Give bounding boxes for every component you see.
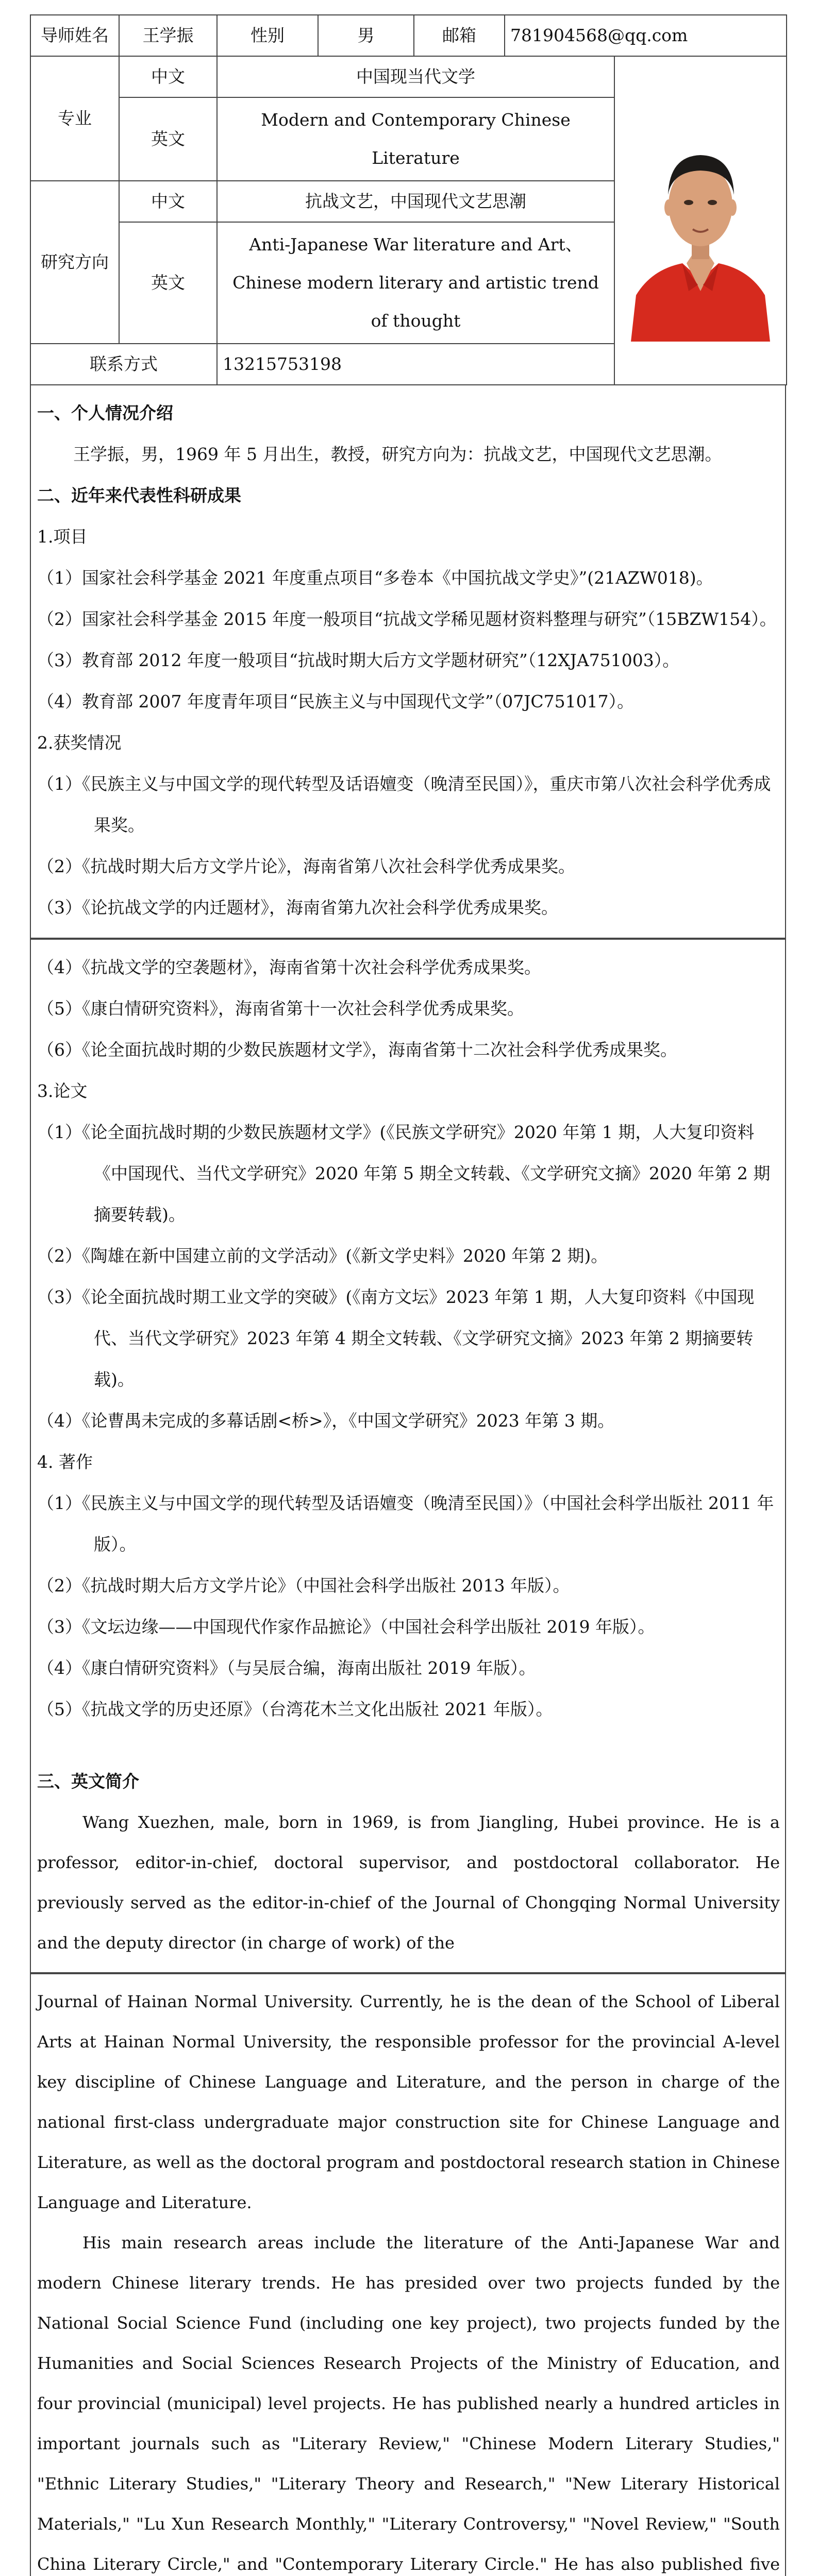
english-bio-part2: Journal of Hainan Normal University. Currently, he is the dean of the School of Liberal Arts at Hainan Normal University, the responsible professor for the provincial A-level key discipline of Chinese Language and Literature, and the person in charge of the national first-class undergraduate major construction site for Chinese Language and Literature, as well as the doctoral program and postdoctoral research station in Chinese Language and Literature. — [37, 1992, 780, 2212]
personal-intro-text: 王学振，男，1969 年 5 月出生，教授，研究方向为：抗战文艺，中国现代文艺思潮。 — [73, 444, 722, 464]
label-research-cn: 中文 — [119, 181, 217, 222]
project-item: （4）教育部 2007 年度青年项目“民族主义与中国现代文学”（07JC751017）。 — [37, 691, 635, 711]
award-item: （3）《论抗战文学的内迁题材》，海南省第九次社会科学优秀成果奖。 — [37, 897, 558, 918]
spacer — [37, 1730, 780, 1761]
portrait-image — [621, 99, 780, 342]
cv-page — [30, 14, 786, 2576]
label-research: 研究方向 — [30, 181, 119, 344]
label-major-en: 英文 — [119, 97, 217, 181]
section-block-1 — [30, 385, 786, 939]
awards-title: 2.获奖情况 — [37, 733, 122, 753]
award-item: （2）《抗战时期大后方文学片论》，海南省第八次社会科学优秀成果奖。 — [37, 856, 575, 876]
paper-item: （2）《陶雄在新中国建立前的文学活动》(《新文学史料》2020 年第 2 期)。 — [37, 1246, 608, 1266]
email-value: 781904568@qq.com — [505, 15, 787, 56]
major-cn-value: 中国现当代文学 — [217, 56, 614, 97]
contact-value: 13215753198 — [217, 344, 614, 385]
award-item: （4）《抗战文学的空袭题材》，海南省第十次社会科学优秀成果奖。 — [37, 957, 541, 977]
award-item: （5）《康白情研究资料》，海南省第十一次社会科学优秀成果奖。 — [37, 998, 524, 1019]
english-bio-part1: Wang Xuezhen, male, born in 1969, is from Jiangling, Hubei province. He is a professor, editor-in-chief, doctoral supervisor, and postdoctoral collaborator. He previously served as the editor-in-chief of the Journal of Chongqing Normal University and the deputy director (in charge of work) of the — [37, 1812, 780, 1953]
portrait-photo — [621, 99, 780, 342]
research-en-value: Anti-Japanese War literature and Art、Chinese modern literary and artistic trend of thought — [217, 222, 614, 344]
papers-title: 3.论文 — [37, 1081, 88, 1101]
label-major: 专业 — [30, 56, 119, 181]
book-item: （3）《文坛边缘——中国现代作家作品摭论》（中国社会科学出版社 2019 年版）。 — [37, 1617, 655, 1637]
label-name: 导师姓名 — [30, 15, 119, 56]
project-item: （2）国家社会科学基金 2015 年度一般项目“抗战文学稀见题材资料整理与研究”（15BZW154）。 — [37, 609, 777, 629]
label-research-en: 英文 — [119, 222, 217, 344]
label-gender: 性别 — [217, 15, 318, 56]
section-title-personal: 一、个人情况介绍 — [37, 403, 173, 423]
research-cn-value: 抗战文艺，中国现代文艺思潮 — [217, 181, 614, 222]
award-item: （1）《民族主义与中国文学的现代转型及话语嬗变（晚清至民国）》，重庆市第八次社会科学优秀成果奖。 — [37, 774, 771, 835]
book-item: （1）《民族主义与中国文学的现代转型及话语嬗变（晚清至民国）》（中国社会科学出版社 2011 年版）。 — [37, 1493, 774, 1554]
label-major-cn: 中文 — [119, 56, 217, 97]
project-item: （3）教育部 2012 年度一般项目“抗战时期大后方文学题材研究”（12XJA751003）。 — [37, 650, 680, 670]
section-title-english: 三、英文简介 — [37, 1771, 139, 1791]
book-item: （2）《抗战时期大后方文学片论》（中国社会科学出版社 2013 年版）。 — [37, 1575, 570, 1596]
english-bio-research: His main research areas include the literature of the Anti-Japanese War and modern Chinese literary trends. He has presided over two projects funded by the National Social Science Fund (including one key project), two projects funded by the Humanities and Social Sciences Research Projects of the Ministry of Education, and four provincial (municipal) level projects. He has published nearly a hundred articles in important journals such as "Literary Review," "Chinese Modern Literary Studies," "Ethnic Literary Studies," "Literary Theory and Research," "New Literary Historical Materials," "Lu Xun Research Monthly," "Literary Controversy," "Novel Review," "South China Literary Circle," and "Contemporary Literary Circle." He has also published five — [37, 2233, 780, 2574]
label-email: 邮箱 — [414, 15, 505, 56]
paper-item: （1）《论全面抗战时期的少数民族题材文学》(《民族文学研究》2020 年第 1 期，人大复印资料《中国现代、当代文学研究》2020 年第 5 期全文转载、《文学研究文摘》2020 年第 2 期摘要转载)。 — [37, 1122, 771, 1225]
projects-title: 1.项目 — [37, 527, 88, 547]
photo-cell — [614, 56, 787, 385]
profile-table — [30, 14, 787, 385]
gender-value: 男 — [318, 15, 414, 56]
award-item: （6）《论全面抗战时期的少数民族题材文学》，海南省第十二次社会科学优秀成果奖。 — [37, 1040, 677, 1060]
section-block-2 — [30, 939, 786, 1973]
paper-item: （4）《论曹禺未完成的多幕话剧<桥>》，《中国文学研究》2023 年第 3 期。 — [37, 1411, 615, 1431]
book-item: （4）《康白情研究资料》（与吴辰合编，海南出版社 2019 年版）。 — [37, 1658, 536, 1678]
name-value: 王学振 — [119, 15, 217, 56]
book-item: （5）《抗战文学的历史还原》（台湾花木兰文化出版社 2021 年版）。 — [37, 1699, 553, 1719]
project-item: （1）国家社会科学基金 2021 年度重点项目“多卷本《中国抗战文学史》”(21AZW018)。 — [37, 568, 713, 588]
section-block-3 — [30, 1973, 786, 2576]
books-title: 4. 著作 — [37, 1452, 93, 1472]
section-title-research: 二、近年来代表性科研成果 — [37, 485, 241, 505]
label-contact: 联系方式 — [30, 344, 217, 385]
major-en-value: Modern and Contemporary Chinese Literature — [217, 97, 614, 181]
paper-item: （3）《论全面抗战时期工业文学的突破》(《南方文坛》2023 年第 1 期，人大复印资料《中国现代、当代文学研究》2023 年第 4 期全文转载、《文学研究文摘》2023 年第 2 期摘要转载)。 — [37, 1287, 755, 1389]
